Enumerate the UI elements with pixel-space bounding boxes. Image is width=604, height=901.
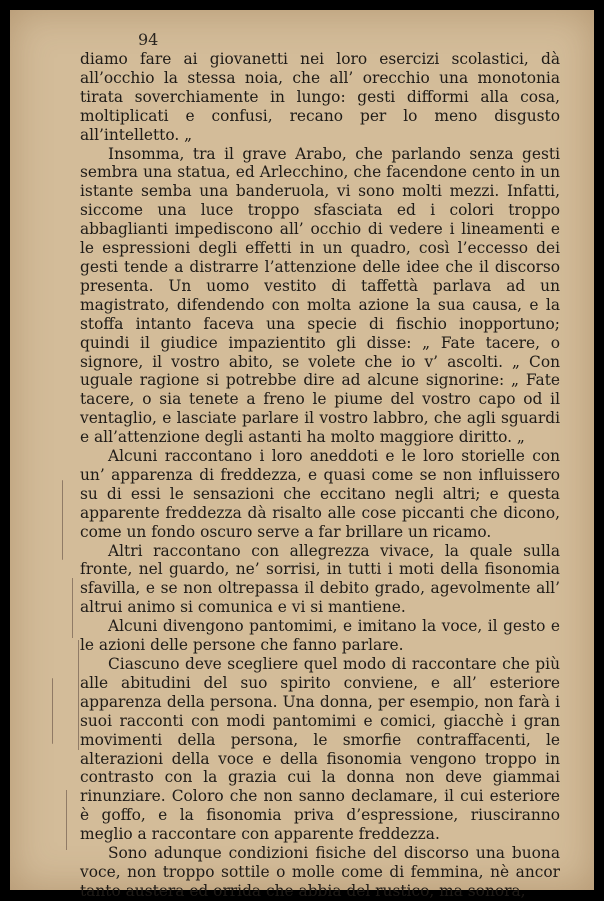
paragraph-2: Insomma, tra il grave Arabo, che parlando senza gesti sembra una statua, ed Arlecchino, che facendone cento in un istante semba una banderuola, vi sono molti mezzi. Infatti, siccome una luce troppo sfasciata ed i colori troppo abbaglianti impediscono all’ occhio di vedere i lineamenti e le espressioni degli effetti in un quadro, così l’eccesso dei gesti tende a distrarre l’attenzione delle idee che il discorso presenta. Un uomo vestito di taffettà parlava ad un magistrato, difendendo con molta azione la sua causa, e la stoffa intanto faceva una specie di fischio inopportuno; quindi il giudice impazientito gli disse: „ Fate tacere, o signore, il vostro abito, se volete che io v’ ascolti. „ Con uguale ragione si potrebbe dire ad alcune signorine: „ Fate tacere, o sia tenete a freno le piume del vostro capo od il ventaglio, e lasciate parlare il vostro labbro, che agli sguardi e all’attenzione degli astanti ha molto maggiore diritto. „: [80, 144, 560, 447]
pencil-margin-mark: [66, 790, 67, 850]
paragraph-7: Sono adunque condizioni fisiche del discorso una buona voce, non troppo sottile o molle come di femmina, nè ancor tanto austera ed orrida che abbia del rustico, ma sonora,: [80, 844, 560, 900]
pencil-margin-mark: [78, 640, 79, 750]
paragraph-1: diamo fare ai giovanetti nei loro esercizi scolastici, dà all’occhio la stessa noia, che all’ orecchio una monotonia tirata soverchiamente in lungo: gesti difformi alla cosa, moltiplicati e confusi, recano per lo meno disgusto all’intelletto. „: [80, 50, 560, 144]
pencil-margin-mark: [52, 678, 53, 744]
paragraph-3: Alcuni raccontano i loro aneddoti e le loro storielle con un’ apparenza di freddezza, e quasi come se non influissero su di essi le sensazioni che eccitano negli altri; e questa apparente freddezza dà risalto alle cose piccanti che dicono, come un fondo oscuro serve a far brillare un ricamo.: [80, 447, 560, 541]
page-number: 94: [138, 30, 159, 49]
pencil-margin-mark: [72, 578, 73, 638]
book-page: [10, 10, 594, 900]
pencil-margin-mark: [62, 480, 63, 560]
paragraph-6: Ciascuno deve scegliere quel modo di raccontare che più alle abitudini del suo spirito conviene, e all’ esteriore apparenza della persona. Una donna, per esempio, non farà i suoi racconti con modi pantomimi e comici, giacchè i gran movimenti della persona, le smorfie contraffacenti, le alterazioni della voce e della fisonomia vengono troppo in contrasto con la grazia cui la donna non deve giammai rinunziare. Coloro che non sanno declamare, il cui esteriore è goffo, e la fisonomia priva d’espressione, riusciranno meglio a raccontare con apparente freddezza.: [80, 655, 560, 844]
paragraph-4: Altri raccontano con allegrezza vivace, la quale sulla fronte, nel guardo, ne’ sorrisi, in tutti i moti della fisonomia sfavilla, e se non oltrepassa il debito grado, agevolmente all’ altrui animo si comunica e vi si mantiene.: [80, 541, 560, 617]
paragraph-5: Alcuni divengono pantomimi, e imitano la voce, il gesto e le azioni delle persone che fanno parlare.: [80, 617, 560, 655]
body-text: [80, 50, 560, 901]
